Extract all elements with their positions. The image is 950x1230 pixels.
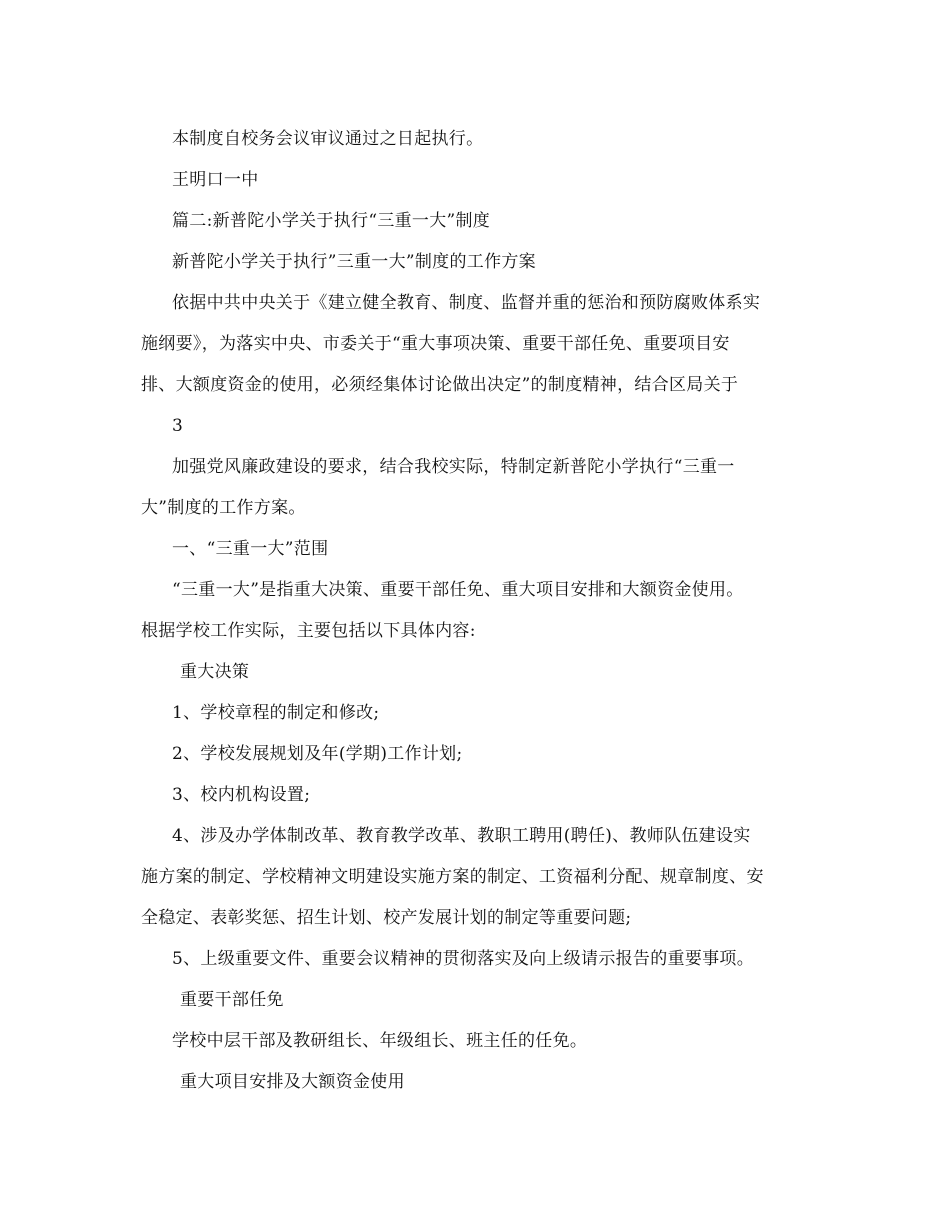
list-item: 4、涉及办学体制改革、教育教学改革、教职工聘用(聘任)、教师队伍建设实	[172, 826, 751, 846]
text-line: 加强党风廉政建设的要求，结合我校实际，特制定新普陀小学执行“三重一	[172, 457, 735, 477]
text-line: 全稳定、表彰奖惩、招生计划、校产发展计划的制定等重要问题;	[141, 908, 632, 928]
text-line: 篇二:新普陀小学关于执行“三重一大”制度	[172, 211, 491, 231]
text-line: 本制度自校务会议审议通过之日起执行。	[172, 129, 484, 149]
text-line: 新普陀小学关于执行”三重一大”制度的工作方案	[172, 252, 536, 272]
text-line: 排、大额度资金的使用，必须经集体讨论做出决定”的制度精神，结合区局关于	[141, 375, 739, 395]
subsection-heading: 重要干部任免	[180, 990, 284, 1010]
list-item: 5、上级重要文件、重要会议精神的贯彻落实及向上级请示报告的重要事项。	[172, 949, 755, 969]
list-item: 3、校内机构设置;	[172, 785, 311, 805]
text-line: 大”制度的工作方案。	[141, 498, 306, 518]
text-line: 学校中层干部及教研组长、年级组长、班主任的任免。	[172, 1031, 588, 1051]
text-line: 根据学校工作实际，主要包括以下具体内容:	[141, 621, 476, 641]
list-item: 1、学校章程的制定和修改;	[172, 703, 380, 723]
subsection-heading: 重大项目安排及大额资金使用	[180, 1072, 405, 1092]
text-line: 施纲要》，为落实中央、市委关于“重大事项决策、重要干部任免、重要项目安	[141, 334, 730, 354]
section-heading: 一、“三重一大”范围	[172, 539, 329, 559]
page-number: 3	[172, 416, 184, 436]
text-line: 依据中共中央关于《建立健全教育、制度、监督并重的惩治和预防腐败体系实	[172, 293, 761, 313]
list-item: 2、学校发展规划及年(学期)工作计划;	[172, 744, 463, 764]
subsection-heading: 重大决策	[180, 662, 250, 682]
text-line: 施方案的制定、学校精神文明建设实施方案的制定、工资福利分配、规章制度、安	[141, 867, 764, 887]
text-line: “三重一大”是指重大决策、重要干部任免、重大项目安排和大额资金使用。	[172, 580, 744, 600]
text-line: 王明口一中	[172, 170, 259, 190]
